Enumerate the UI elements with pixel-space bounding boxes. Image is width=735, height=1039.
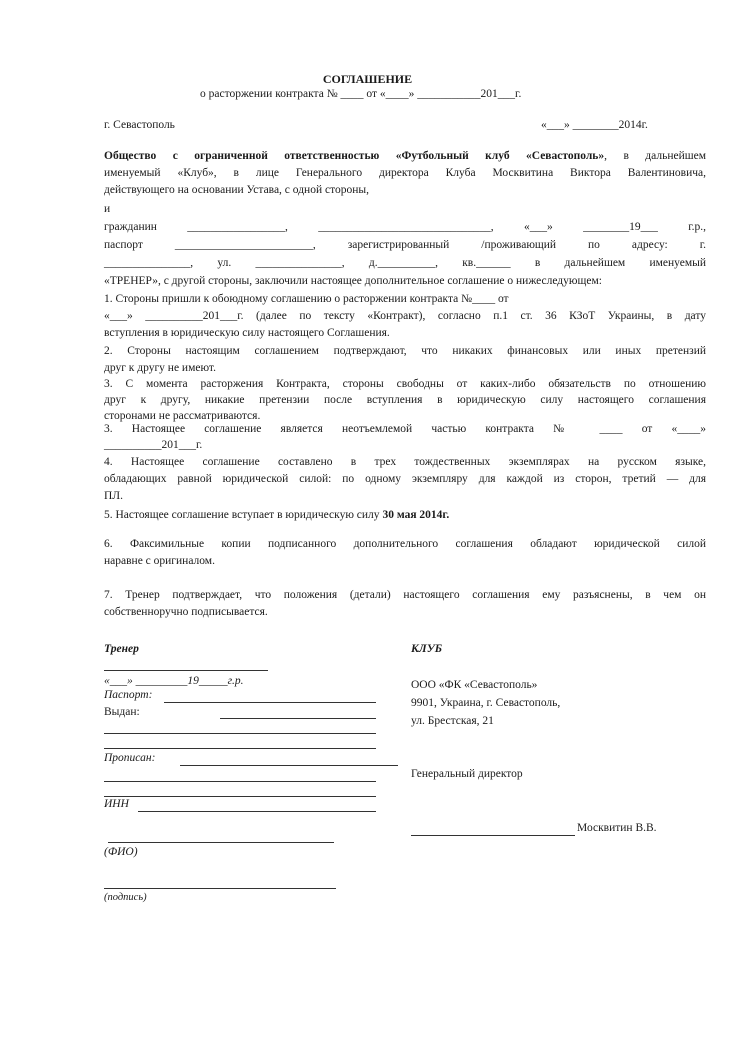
clause-5 — [104, 509, 449, 521]
sign-line — [104, 888, 336, 889]
doc-title: СОГЛАШЕНИЕ — [322, 72, 413, 86]
clause-3-line-3: сторонами не рассматриваются. — [104, 410, 261, 422]
clause-4-line-3: ПЛ. — [104, 490, 123, 502]
club-heading: КЛУБ — [411, 643, 442, 655]
citizen-line-3: _______________, ул. _______________, д.__________, кв.______ в дальнейшем именуемый — [104, 257, 706, 269]
clause-3b-line-1: 3. Настоящее соглашение является неотъемлемой частью контракта № ____ от «____» — [104, 423, 706, 435]
clause-1-line-1: 1. Стороны пришли к обоюдному соглашению о расторжении контракта №____ от — [104, 293, 509, 305]
clause-3b-line-2: __________201___г. — [104, 439, 203, 451]
coach-birth-date: «___» _________19_____г.р. — [104, 675, 244, 687]
inn-line — [138, 811, 376, 812]
clause-1-line-3: вступления в юридическую силу настоящего Соглашения. — [104, 327, 390, 339]
clause-3-line-1: 3. С момента расторжения Контракта, стороны свободны от каких-либо обязательств по отношению — [104, 378, 706, 390]
issued-line — [220, 718, 376, 719]
director-name: Москвитин В.В. — [577, 822, 657, 834]
city: г. Севастополь — [104, 119, 175, 131]
party-club-line-3: действующего на основании Устава, с одной стороны, — [104, 184, 369, 196]
citizen-line-2: паспорт ________________________, зарегистрированный /проживающий по адресу: г. — [104, 239, 706, 251]
clause-4-line-1: 4. Настоящее соглашение составлено в трех тождественных экземплярах на русском языке, — [104, 456, 706, 468]
citizen-line-4: «ТРЕНЕР», с другой стороны, заключили настоящее дополнительное соглашение о нижеследующем: — [104, 275, 602, 287]
clause-3-line-2: друг к другу, никакие претензии после вступления в юридическую силу настоящего соглашения — [104, 394, 706, 406]
issued-line-3 — [104, 748, 376, 749]
party-club-line-2: именуемый «Клуб», в лице Генерального директора Клуба Москвитина Виктора Валентиновича, — [104, 167, 706, 179]
clause-7-line-2: собственноручно подписывается. — [104, 606, 268, 618]
passport-line — [164, 702, 376, 703]
club-address-1: 9901, Украина, г. Севастополь, — [411, 697, 561, 709]
fio-line — [108, 842, 334, 843]
party-club-line-1 — [104, 150, 706, 162]
sign-label: (подпись) — [104, 892, 147, 903]
doc-date: «___» ________2014г. — [541, 119, 648, 131]
clause-2-line-1: 2. Стороны настоящим соглашением подтверждают, что никаких финансовых или иных претензий — [104, 345, 706, 357]
registered-label: Прописан: — [104, 752, 156, 764]
doc-subtitle: о расторжении контракта № ____ от «____» ___________201___г. — [200, 88, 522, 100]
clause-6-line-2: наравне с оригиналом. — [104, 555, 215, 567]
clause-7-line-1: 7. Тренер подтверждает, что положения (детали) настоящего соглашения ему разъяснены, в чем он — [104, 589, 706, 601]
director-title: Генеральный директор — [411, 768, 523, 780]
clause-5-text: 5. Настоящее соглашение вступает в юридическую силу — [104, 509, 383, 521]
clause-2-line-2: друг к другу не имеют. — [104, 362, 216, 374]
issued-line-2 — [104, 733, 376, 734]
club-name: ООО «ФК «Севастополь» — [411, 679, 538, 691]
and-text: и — [104, 203, 111, 215]
registered-line-2 — [104, 781, 376, 782]
issued-label: Выдан: — [104, 706, 140, 718]
coach-signature-line — [104, 670, 268, 671]
fio-label: (ФИО) — [104, 846, 138, 858]
inn-label: ИНН — [104, 798, 129, 810]
club-full-name: Общество с ограниченной ответственностью «Футбольный клуб «Севастополь» — [104, 150, 605, 162]
director-signature-line — [411, 835, 575, 836]
passport-label: Паспорт: — [104, 689, 153, 701]
coach-heading: Тренер — [104, 643, 139, 655]
clause-6-line-1: 6. Факсимильные копии подписанного дополнительного соглашения обладают юридической силой — [104, 538, 706, 550]
registered-line — [180, 765, 398, 766]
citizen-line-1: гражданин _________________, ______________________________, «___» ________19___ г.р., — [104, 221, 706, 233]
club-line-1-rest: , в дальнейшем — [604, 150, 706, 162]
club-address-2: ул. Брестская, 21 — [411, 715, 494, 727]
clause-4-line-2: обладающих равной юридической силой: по одному экземпляру для каждой из сторон, третий — для — [104, 473, 706, 485]
clause-5-date: 30 мая 2014г. — [382, 509, 450, 521]
registered-line-3 — [104, 796, 376, 797]
clause-1-line-2: «___» __________201___г. (далее по тексту «Контракт), согласно п.1 ст. 36 КЗоТ Украины, в дату — [104, 310, 706, 322]
